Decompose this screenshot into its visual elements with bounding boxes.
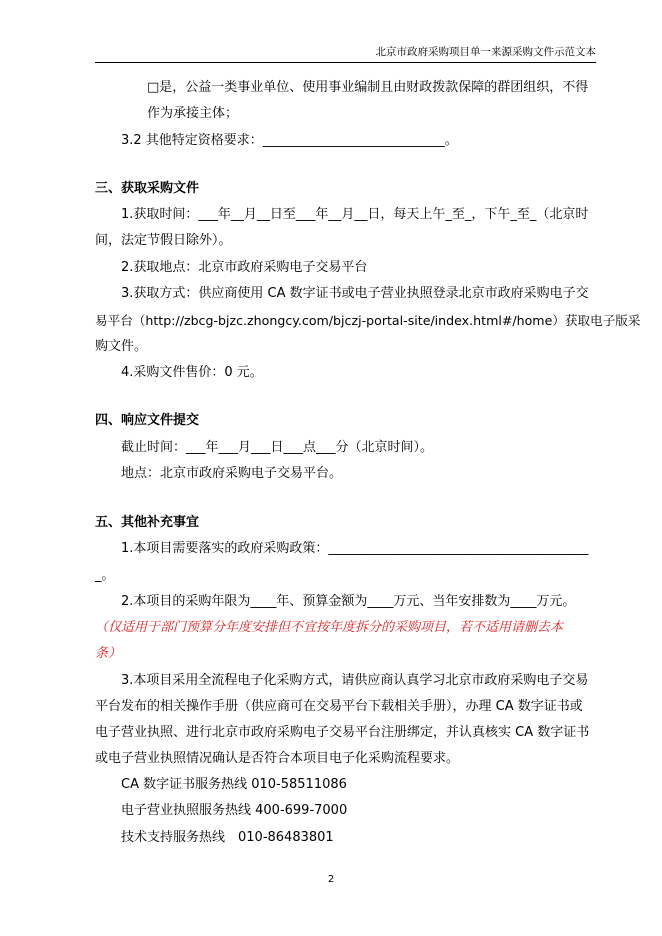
s5-item3-line1: 3.本项目采用全流程电子化采购方式，请供应商认真学习北京市政府采购电子交易: [121, 673, 589, 688]
hotline-license: 电子营业执照服务热线 400-699-7000: [121, 803, 348, 818]
section-5-heading: 五、其他补充事宜: [95, 515, 200, 530]
s5-note-line2: 条）: [95, 646, 122, 661]
hotline-support: 技术支持服务热线 010-86483801: [121, 830, 334, 845]
section-4-heading: 四、响应文件提交: [95, 413, 200, 428]
s5-note-line1: （仅适用于部门预算分年度安排但不宜按年度拆分的采购项目，若不适用请删去本: [95, 620, 564, 635]
s3-item4: 4.采购文件售价：0 元。: [121, 365, 263, 380]
section-3-heading: 三、获取采购文件: [95, 181, 200, 196]
checkbox-line: □是，公益一类事业单位、使用事业编制且由财政拨款保障的群团组织，不得: [147, 80, 589, 95]
s5-item1-line2: _。: [95, 568, 115, 583]
s5-item2: 2.本项目的采购年限为____年、预算金额为____万元、当年安排数为____万元。: [121, 594, 576, 609]
header-rule: [95, 62, 596, 63]
s3-item3-line2: 易平台（http://zbcg-bjzc.zhongcy.com/bjczj-portal-site/index.html#/home）获取电子版采: [95, 313, 641, 328]
checkbox-line-cont: 作为承接主体；: [147, 106, 239, 121]
running-header: 北京市政府采购项目单一来源采购文件示范文本: [375, 46, 596, 58]
requirement-3-2: 3.2 其他特定资格要求：____________________________。: [121, 133, 458, 148]
s3-item3-line1: 3.获取方式：供应商使用 CA 数字证书或电子营业执照登录北京市政府采购电子交: [121, 286, 589, 301]
s5-item1-line1: 1.本项目需要落实的政府采购政策：________________________________________: [121, 541, 589, 556]
s3-item1-line2: 间，法定节假日除外）。: [95, 233, 232, 248]
s5-item3-line3: 电子营业执照、进行北京市政府采购电子交易平台注册绑定，并认真核实 CA 数字证书: [95, 725, 590, 740]
s4-deadline: 截止时间：___年___月___日___点___分（北京时间）。: [121, 440, 434, 455]
s3-item1-line1: 1.获取时间：___年__月__日至___年__月__日，每天上午_至_，下午_至_（北京时: [121, 207, 589, 222]
s5-item3-line2: 平台发布的相关操作手册（供应商可在交易平台下载相关手册），办理 CA 数字证书或: [95, 699, 583, 714]
s3-item2: 2.获取地点：北京市政府采购电子交易平台: [121, 260, 368, 275]
s3-item3-line3: 购文件。: [95, 339, 148, 354]
page-number: 2: [327, 874, 335, 885]
s4-place: 地点：北京市政府采购电子交易平台。: [121, 466, 343, 481]
hotline-ca: CA 数字证书服务热线 010-58511086: [121, 777, 347, 792]
s5-item3-line4: 或电子营业执照情况确认是否符合本项目电子化采购流程要求。: [95, 751, 460, 766]
